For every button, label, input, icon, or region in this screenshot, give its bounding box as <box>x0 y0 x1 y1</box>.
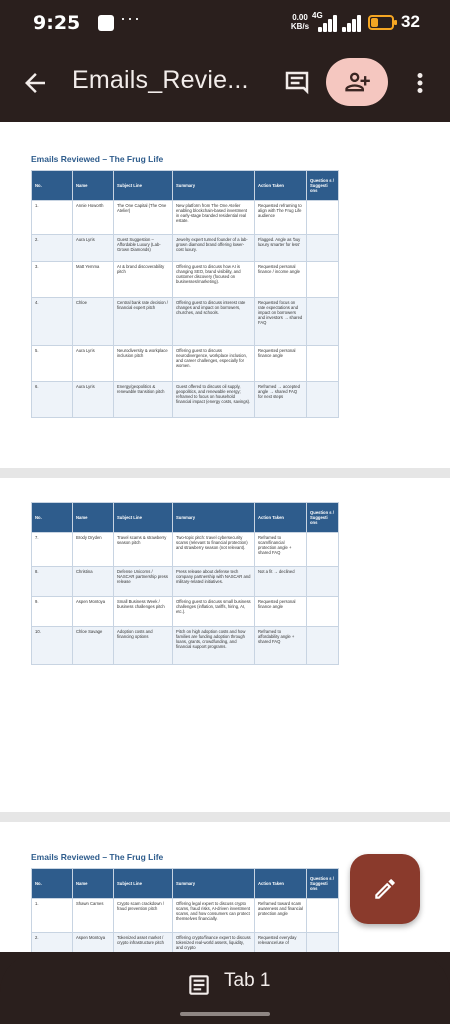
column-header: Action Taken <box>255 171 307 201</box>
comments-button[interactable] <box>282 68 312 98</box>
edit-fab-button[interactable] <box>350 854 420 924</box>
table-cell <box>307 235 339 262</box>
status-bar <box>0 0 450 46</box>
column-header: Question s / Suggesti ons <box>307 503 339 533</box>
table-cell: Offering legal expert to discuss crypto scams, fraud risks, AI-driven investment scams, and how consumers can protect themselves financially. <box>173 899 255 933</box>
table-cell <box>307 262 339 298</box>
table-cell: Adoption costs and financing options <box>114 627 173 665</box>
column-header: No. <box>32 869 73 899</box>
table-cell: 1. <box>32 899 73 933</box>
table-cell: AI & brand discoverability pitch <box>114 262 173 298</box>
document-title: Emails_Revie... <box>72 66 249 94</box>
emails-table-3 <box>31 868 339 952</box>
table-cell: Jewelry expert turned founder of a lab-grown diamond brand offering lower-cost luxury. <box>173 235 255 262</box>
comment-icon <box>282 68 312 98</box>
table-row <box>32 899 339 933</box>
table-cell: Requested personal finance angle <box>255 597 307 627</box>
tab-label: Tab 1 <box>224 970 271 991</box>
signal-icon <box>318 14 342 32</box>
table-row <box>32 262 339 298</box>
table-cell: Requested everyday relevance/use of <box>255 933 307 953</box>
column-header: Subject Line <box>114 869 173 899</box>
column-header: No. <box>32 171 73 201</box>
table-cell: 3. <box>32 262 73 298</box>
column-header: No. <box>32 503 73 533</box>
table-cell: Reframed toward scam awareness and financial protection angle <box>255 899 307 933</box>
share-button[interactable] <box>326 58 388 106</box>
table-cell: Requested personal finance / income angle <box>255 262 307 298</box>
pencil-icon <box>372 876 398 902</box>
table-cell: 4. <box>32 298 73 346</box>
battery-level <box>371 18 378 27</box>
column-header: Subject Line <box>114 171 173 201</box>
more-options-button[interactable] <box>410 68 430 98</box>
table-cell: New platform from The One Atelier enabling blockchain-based investment in early-stage branded residential real estate. <box>173 201 255 235</box>
table-cell: Aura Lyris <box>73 382 114 418</box>
column-header: Name <box>73 171 114 201</box>
table-cell <box>307 346 339 382</box>
document-outline-icon <box>186 972 212 998</box>
table-cell: Offering guest to discuss how AI is changing SEO, brand visibility, and customer discovery (focused on businesses/marketing). <box>173 262 255 298</box>
table-cell: Offering guest to discuss small business challenges (inflation, tariffs, hiring, AI, etc.). <box>173 597 255 627</box>
page-heading: Emails Reviewed – The Frug Life <box>31 852 164 862</box>
table-cell: Pitch on high adoption costs and how families are funding adoption through loans, grants, crowdfunding, and financial support programs. <box>173 627 255 665</box>
table-cell: Tokenized asset market / crypto infrastructure pitch <box>114 933 173 953</box>
table-row <box>32 201 339 235</box>
column-header: Name <box>73 869 114 899</box>
table-cell: Guest Suggestion – Affordable Luxury (Lab-Grown Diamonds) <box>114 235 173 262</box>
table-row <box>32 235 339 262</box>
battery-icon <box>368 15 394 30</box>
table-row <box>32 298 339 346</box>
more-vert-icon <box>410 68 430 98</box>
table-cell: 8. <box>32 567 73 597</box>
emails-table-1 <box>31 170 339 418</box>
table-cell: Aura Lyris <box>73 346 114 382</box>
column-header: Subject Line <box>114 503 173 533</box>
battery-percent: 32 <box>401 12 420 31</box>
table-row <box>32 627 339 665</box>
table-cell <box>307 201 339 235</box>
column-header: Question s / Suggesti ons <box>307 869 339 899</box>
column-header: Action Taken <box>255 869 307 899</box>
table-cell <box>307 298 339 346</box>
table-cell: Offering guest to discuss interest rate changes and impact on borrowers, churches, and schools. <box>173 298 255 346</box>
column-header: Summary <box>173 503 255 533</box>
table-cell: Aspen Montoya <box>73 933 114 953</box>
table-cell: Christina <box>73 567 114 597</box>
table-cell: Two-topic pitch: travel cybersecurity scams (relevant to financial protection) and strawberry season (not relevant). <box>173 533 255 567</box>
table-cell: Aura Lyris <box>73 235 114 262</box>
table-row <box>32 382 339 418</box>
table-cell: Annie Howorth <box>73 201 114 235</box>
table-cell: Guest offered to discuss oil supply, geopolitics, and renewable energy; reframed to focus on household financial impact (energy costs, savings). <box>173 382 255 418</box>
table-cell: Reframed → accepted angle → shared FAQ for next steps <box>255 382 307 418</box>
table-cell: 6. <box>32 382 73 418</box>
table-cell: Crypto scam crackdown / fraud prevention pitch <box>114 899 173 933</box>
table-cell: Chloe <box>73 298 114 346</box>
document-canvas[interactable] <box>0 122 450 952</box>
table-cell: Offering guest to discuss neurodivergence, workplace inclusion, and career challenges, especially for women. <box>173 346 255 382</box>
table-cell <box>307 627 339 665</box>
table-row <box>32 933 339 953</box>
table-cell <box>307 933 339 953</box>
column-header: Summary <box>173 171 255 201</box>
document-page-2 <box>0 478 450 812</box>
table-cell: Matt Yemma <box>73 262 114 298</box>
table-cell: 5. <box>32 346 73 382</box>
table-cell: Not a fit → declined <box>255 567 307 597</box>
table-cell: Neurodiversity & workplace inclusion pitch <box>114 346 173 382</box>
network-type: 4G <box>312 11 323 20</box>
table-row <box>32 597 339 627</box>
table-cell: 2. <box>32 235 73 262</box>
table-header-row <box>32 503 339 533</box>
table-cell: Flagged. Angle as 'buy luxury smarter for less' <box>255 235 307 262</box>
person-add-icon <box>343 68 371 96</box>
table-cell: Reframed to scam/financial protection angle + shared FAQ <box>255 533 307 567</box>
table-cell: 1. <box>32 201 73 235</box>
table-cell: Press release about defense tech company partnership with NASCAR and military-related initiatives. <box>173 567 255 597</box>
bottom-tab-bar <box>0 952 450 1024</box>
network-speed: 0.00 KB/s <box>290 13 310 31</box>
table-cell <box>307 597 339 627</box>
status-more: ··· <box>120 8 141 28</box>
column-header: Summary <box>173 869 255 899</box>
table-header-row <box>32 171 339 201</box>
table-cell: Shawn Carnes <box>73 899 114 933</box>
column-header: Question s / Suggesti ons <box>307 171 339 201</box>
table-cell: 9. <box>32 597 73 627</box>
table-cell <box>307 567 339 597</box>
table-cell: 7. <box>32 533 73 567</box>
table-cell: Defense Unicorns / NASCAR partnership press release <box>114 567 173 597</box>
column-header: Name <box>73 503 114 533</box>
home-indicator[interactable] <box>180 1012 270 1016</box>
notification-icon <box>98 15 114 31</box>
table-cell: Requested focus on rate expectations and impact on borrowers and investors → shared FAQ <box>255 298 307 346</box>
table-cell: Reframed to affordability angle + shared FAQ <box>255 627 307 665</box>
column-header: Action Taken <box>255 503 307 533</box>
table-row <box>32 567 339 597</box>
table-cell <box>307 899 339 933</box>
table-cell: Chloe Savage <box>73 627 114 665</box>
page-heading: Emails Reviewed – The Frug Life <box>31 154 164 164</box>
signal-icon-2 <box>342 14 366 32</box>
back-button[interactable] <box>20 68 50 98</box>
arrow-left-icon <box>20 68 50 98</box>
table-row <box>32 346 339 382</box>
status-time: 9:25 <box>33 12 81 34</box>
table-cell: Travel scams & strawberry season pitch <box>114 533 173 567</box>
table-cell <box>307 382 339 418</box>
table-cell: The One Capital (The One Atelier) <box>114 201 173 235</box>
document-page-1 <box>0 122 450 468</box>
table-cell <box>307 533 339 567</box>
table-row <box>32 533 339 567</box>
app-bar <box>0 46 450 122</box>
emails-table-2 <box>31 502 339 665</box>
table-cell: Brody Dryden <box>73 533 114 567</box>
table-cell: Central bank rate decision / financial expert pitch <box>114 298 173 346</box>
table-header-row <box>32 869 339 899</box>
table-cell: 10. <box>32 627 73 665</box>
table-cell: Energy/geopolitics & renewable transition pitch <box>114 382 173 418</box>
table-cell: Requested personal finance angle <box>255 346 307 382</box>
table-cell: Offering crypto/finance expert to discuss tokenized real-world assets, liquidity, and crypto <box>173 933 255 953</box>
table-cell: Aspen Montoya <box>73 597 114 627</box>
table-cell: Small Business Week / business challenges pitch <box>114 597 173 627</box>
table-cell: 2. <box>32 933 73 953</box>
table-cell: Requested reframing to align with The Frug Life audience <box>255 201 307 235</box>
